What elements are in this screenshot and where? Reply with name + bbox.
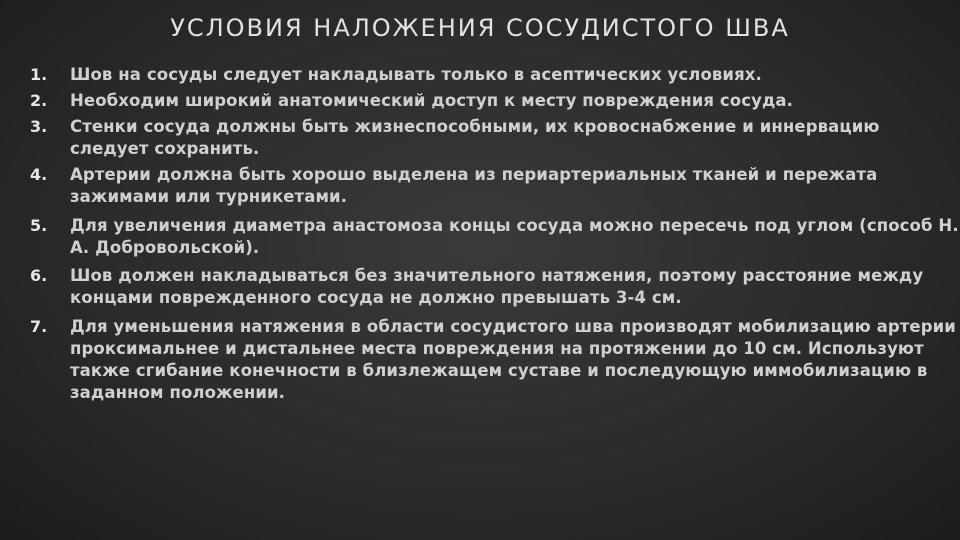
item-text: Шов должен накладываться без значительного натяжения, поэтому расстояние между концами поврежденного сосуда не должно превышать 3-4 см.	[70, 266, 924, 307]
list-item	[30, 164, 960, 208]
item-number: 2.	[30, 91, 48, 110]
item-text: Шов на сосуды следует накладывать только в асептических условиях.	[70, 65, 762, 84]
item-number: 7.	[30, 317, 48, 336]
item-text: Стенки сосуда должны быть жизнеспособными, их кровоснабжение и иннервацию следует сохранить.	[70, 117, 880, 158]
item-number: 3.	[30, 117, 48, 136]
list-item	[30, 90, 960, 112]
list-item	[30, 64, 960, 86]
slide-title: УСЛОВИЯ НАЛОЖЕНИЯ СОСУДИСТОГО ШВА	[170, 14, 790, 42]
item-number: 5.	[30, 216, 48, 235]
item-number: 1.	[30, 65, 48, 84]
list-item	[30, 215, 960, 259]
item-number: 6.	[30, 266, 48, 285]
item-text: Для уменьшения натяжения в области сосудистого шва производят мобилизацию артерии проксимальнее и дистальнее места повреждения на протяжении до 10 см. Используют также сгибание конечности в близлежащем суставе и последующую иммобилизацию в заданном положении.	[70, 317, 956, 402]
item-number: 4.	[30, 165, 48, 184]
item-text: Артерии должна быть хорошо выделена из периартериальных тканей и пережата зажимами или турникетами.	[70, 165, 878, 206]
item-text: Для увеличения диаметра анастомоза концы сосуда можно пересечь под углом (способ Н. А. Добровольской).	[70, 216, 959, 257]
conditions-list	[30, 64, 960, 404]
list-item	[30, 116, 960, 160]
list-item	[30, 316, 960, 404]
list-item	[30, 265, 960, 309]
item-text: Необходим широкий анатомический доступ к месту повреждения сосуда.	[70, 91, 793, 110]
